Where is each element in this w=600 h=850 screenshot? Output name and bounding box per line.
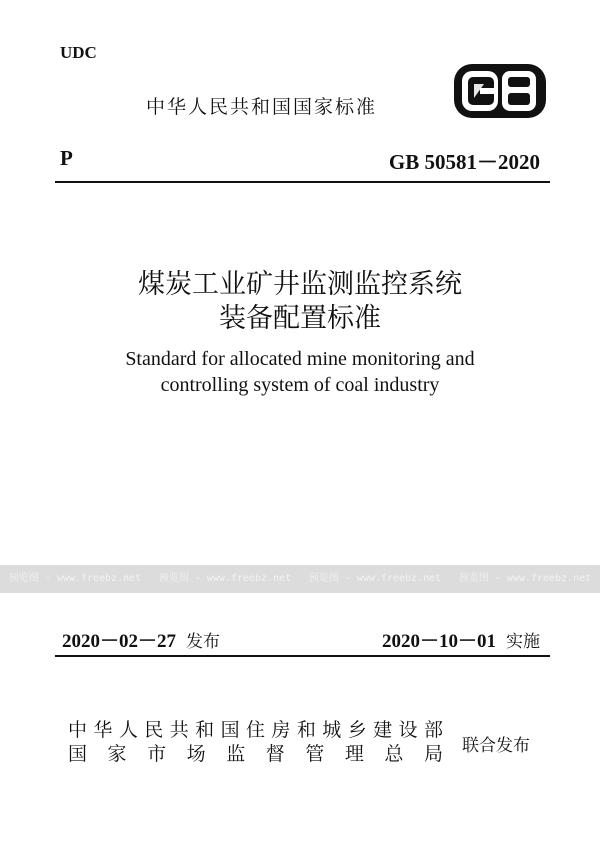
- divider-bottom: [55, 655, 550, 657]
- watermark-text: 预览图 - www.freebz.net: [458, 573, 592, 584]
- divider-top: [55, 181, 550, 183]
- issue-date: 2020－02－27: [62, 631, 177, 652]
- watermark-text: 预览图 - www.freebz.net: [8, 573, 142, 584]
- issue-label: 发布: [186, 632, 221, 652]
- udc-label: UDC: [60, 43, 97, 62]
- watermark-text: 预览图 - www.freebz.net: [308, 573, 442, 584]
- effective-date-block: [382, 626, 540, 653]
- watermark-text: 预览图 - www.freebz.net: [158, 573, 292, 584]
- title-english-line2: controlling system of coal industry: [160, 374, 440, 396]
- effective-label: 实施: [506, 632, 540, 652]
- title-english: [0, 346, 600, 398]
- standard-number: GB 50581－2020: [388, 150, 540, 174]
- issuer-administration: 国家市场监督管理总局: [68, 743, 443, 765]
- issue-date-block: [62, 626, 220, 653]
- title-chinese-line1: 煤炭工业矿井监测监控系统: [138, 269, 462, 300]
- joint-release-label: 联合发布: [462, 736, 530, 756]
- issuing-authorities: [68, 718, 443, 766]
- issuer-ministry: 中华人民共和国住房和城乡建设部: [68, 719, 443, 741]
- title-chinese-line2: 装备配置标准: [219, 303, 381, 334]
- classification-code: P: [60, 146, 73, 170]
- title-chinese: [0, 268, 600, 336]
- effective-date: 2020－10－01: [381, 631, 496, 652]
- watermark-band: [0, 565, 600, 593]
- title-english-line1: Standard for allocated mine monitoring and: [125, 348, 475, 370]
- gb-logo-icon: [452, 62, 548, 120]
- standard-type: 中华人民共和国国家标准: [146, 96, 378, 118]
